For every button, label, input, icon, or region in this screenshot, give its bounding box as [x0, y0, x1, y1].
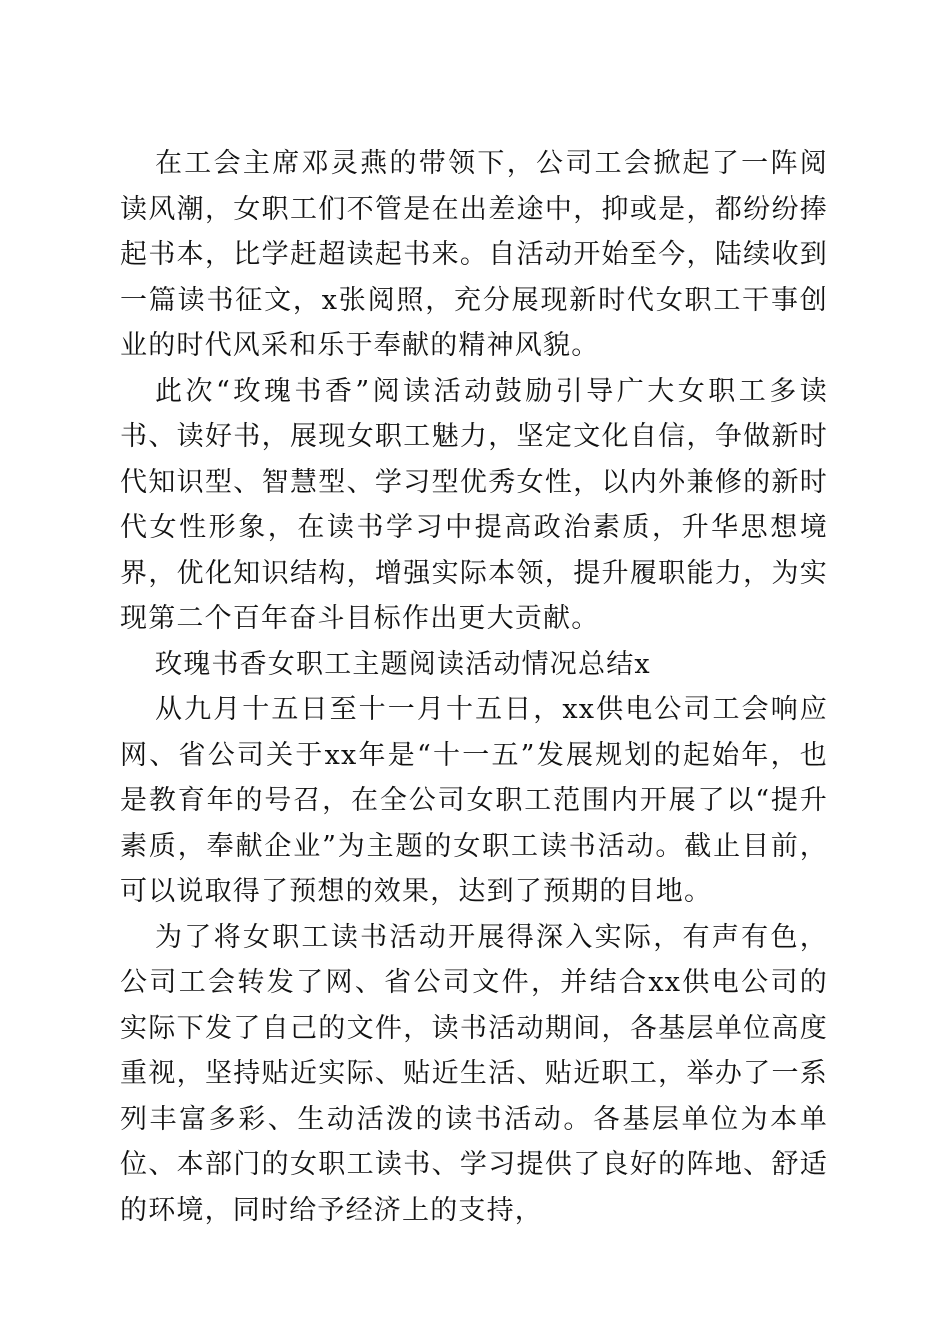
section-title: 玫瑰书香女职工主题阅读活动情况总结x: [155, 648, 651, 680]
document-body: [120, 141, 828, 1233]
paragraph-activity-period: 从九月十五日至十一月十五日，xx供电公司工会响应网、省公司关于xx年是“十一五”发展规划的起始年，也是教育年的号召，在全公司女职工范围内开展了以“提升素质，奉献企业”为主题的女职工读书活动。截止目前，可以说取得了预想的效果，达到了预期的目地。: [120, 694, 828, 907]
paragraph-activity-goals: 此次“玫瑰书香”阅读活动鼓励引导广大女职工多读书、读好书，展现女职工魅力，坚定文化自信，争做新时代知识型、智慧型、学习型优秀女性，以内外兼修的新时代女性形象，在读书学习中提高政治素质，升华思想境界，优化知识结构，增强实际本领，提升履职能力，为实现第二个百年奋斗目标作出更大贡献。: [120, 375, 828, 634]
paragraph-reading-wave: 在工会主席邓灵燕的带领下，公司工会掀起了一阵阅读风潮，女职工们不管是在出差途中，抑或是，都纷纷捧起书本，比学赶超读起书来。自活动开始至今，陆续收到一篇读书征文，x张阅照，充分展现新时代女职工干事创业的时代风采和乐于奉献的精神风貌。: [120, 148, 828, 361]
paragraph-implementation: 为了将女职工读书活动开展得深入实际，有声有色，公司工会转发了网、省公司文件，并结合xx供电公司的实际下发了自己的文件，读书活动期间，各基层单位高度重视，坚持贴近实际、贴近生活、贴近职工，举办了一系列丰富多彩、生动活泼的读书活动。各基层单位为本单位、本部门的女职工读书、学习提供了良好的阵地、舒适的环境，同时给予经济上的支持，: [120, 921, 828, 1226]
